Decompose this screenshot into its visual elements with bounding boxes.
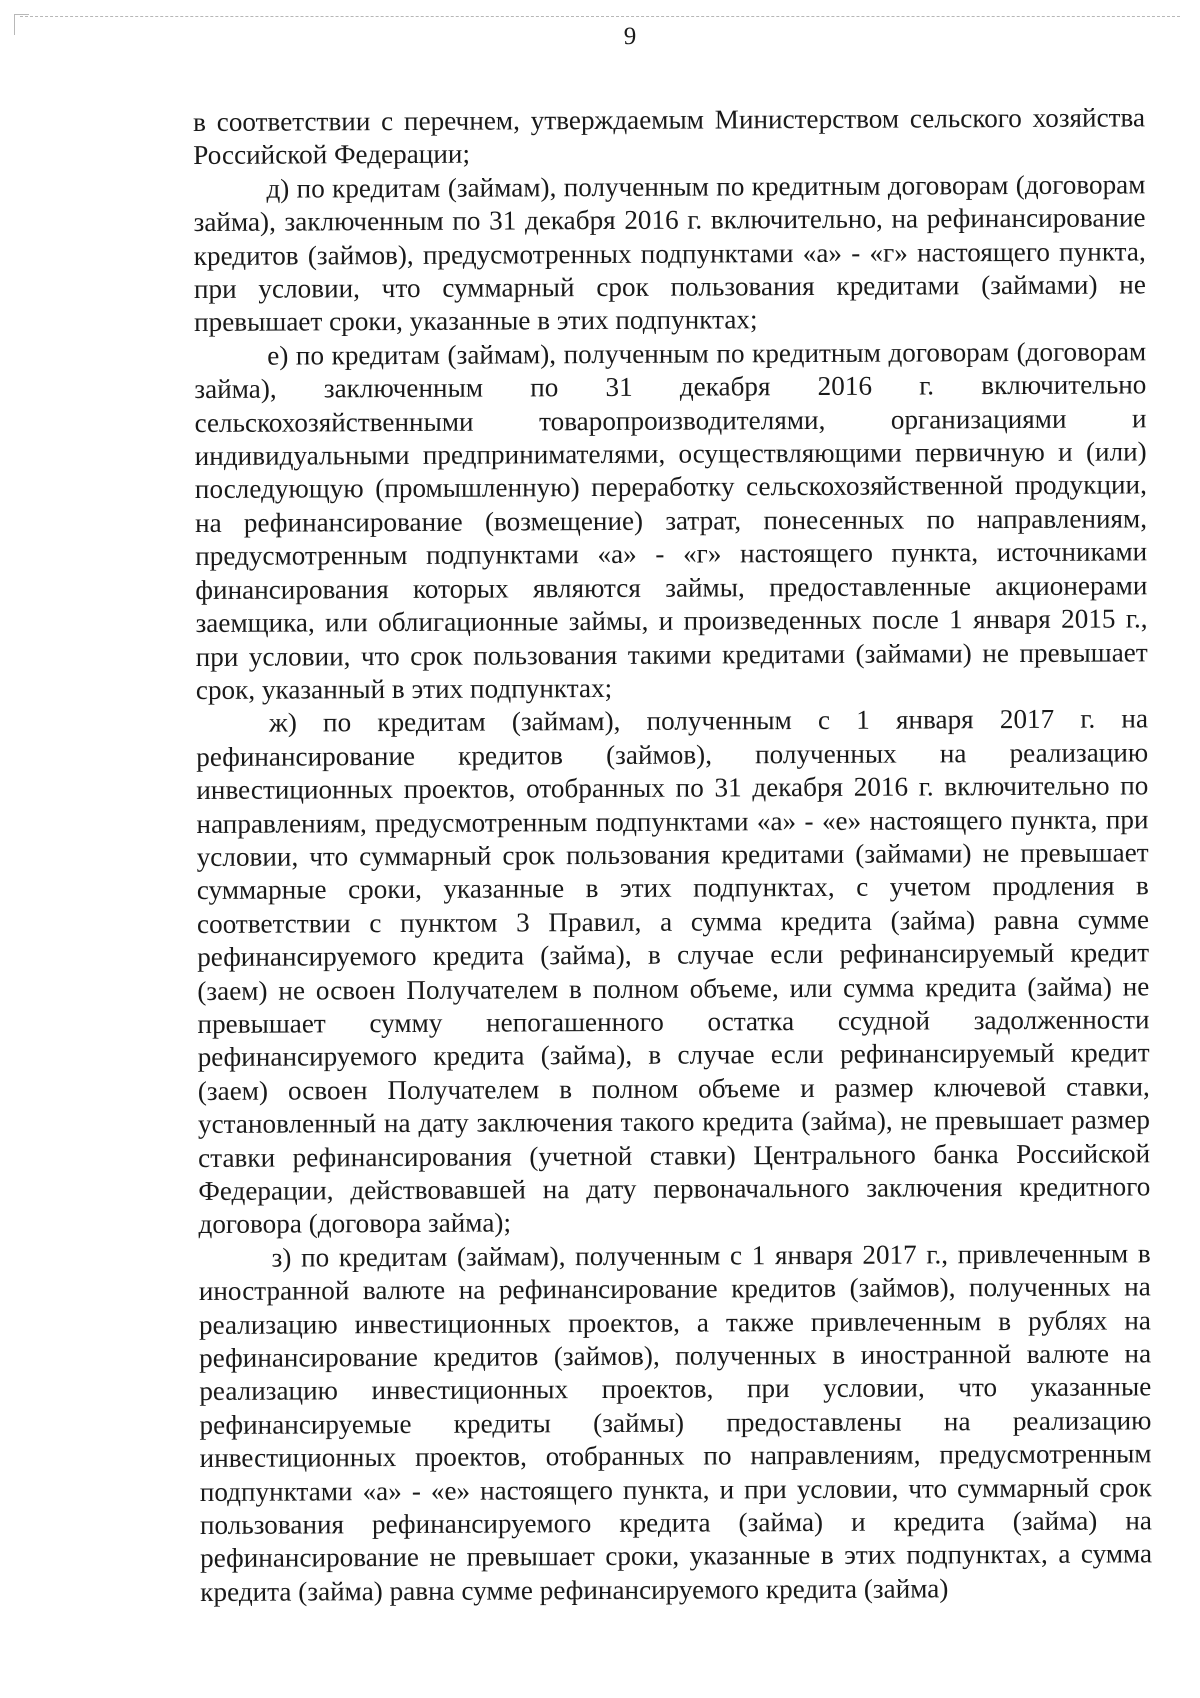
paragraph-subitem-e: е) по кредитам (займам), полученным по кредитным договорам (договорам займа), заключенным по 31 декабря 2016 г. включительно сельскохозяйственными товаропроизводителями, организациями и индивидуальными предпринимателями, осуществляющими первичную и (или) последующую (промышленную) переработку сельскохозяйственной продукции, на рефинансирование (возмещение) затрат, понесенных по направлениям, предусмотренным подпунктами «а» - «г» настоящего пункта, источниками финансирования которых являются займы, предоставленные акционерами заемщика, или облигационные займы, и произведенных после 1 января 2015 г., при условии, что срок пользования такими кредитами (займами) не превышает срок, указанный в этих подпунктах; [194,336,1148,705]
page-number: 9 [623,23,637,50]
scan-top-edge [20,16,1180,17]
paragraph-list-continuation: в соответствии с перечнем, утверждаемым Министерством сельского хозяйства Российской Федерации; [193,102,1146,171]
document-body [193,101,1152,1609]
paragraph-subitem-d: д) по кредитам (займам), полученным по кредитным договорам (договорам займа), заключенным по 31 декабря 2016 г. включительно, на рефинансирование кредитов (займов), предусмотренных подпунктами «а» - «г» настоящего пункта, при условии, что суммарный срок пользования кредитами (займами) не превышает сроки, указанные в этих подпунктах; [193,169,1146,338]
paragraph-subitem-z: з) по кредитам (займам), полученным с 1 января 2017 г., привлеченным в иностранной валюте на рефинансирование кредитов (займов), полученных на реализацию инвестиционных проектов, а также привлеченным в рублях на рефинансирование кредитов (займов), полученных в иностранной валюте на реализацию инвестиционных проектов, при условии, что указанные рефинансируемые кредиты (займы) предоставлены на реализацию инвестиционных проектов, отобранных по направлениям, предусмотренным подпунктами «а» - «е» настоящего пункта, и при условии, что суммарный срок пользования рефинансируемого кредита (займа) и кредита (займа) на рефинансирование не превышает сроки, указанные в этих подпунктах, а сумма кредита (займа) равна сумме рефинансируемого кредита (займа) [198,1238,1153,1607]
paragraph-subitem-zh: ж) по кредитам (займам), полученным с 1 января 2017 г. на рефинансирование кредитов (займов), полученных на реализацию инвестиционных проектов, отобранных по 31 декабря 2016 г. включительно по направлениям, предусмотренным подпунктами «а» - «е» настоящего пункта, при условии, что суммарный срок пользования кредитами (займами) не превышает суммарные сроки, указанные в этих подпунктах, с учетом продления в соответствии с пунктом 3 Правил, а сумма кредита (займа) равна сумме рефинансируемого кредита (займа), в случае если рефинансируемый кредит (заем) не освоен Получателем в полном объеме, или сумма кредита (займа) не превышает сумму непогашенного остатка ссудной задолженности рефинансируемого кредита (займа), в случае если рефинансируемый кредит (заем) освоен Получателем в полном объеме и размер ключевой ставки, установленный на дату заключения такого кредита (займа), не превышает размер ставки рефинансирования (учетной ставки) Центрального банка Российской Федерации, действовавшей на дату первоначального заключения кредитного договора (договора займа); [196,703,1151,1240]
